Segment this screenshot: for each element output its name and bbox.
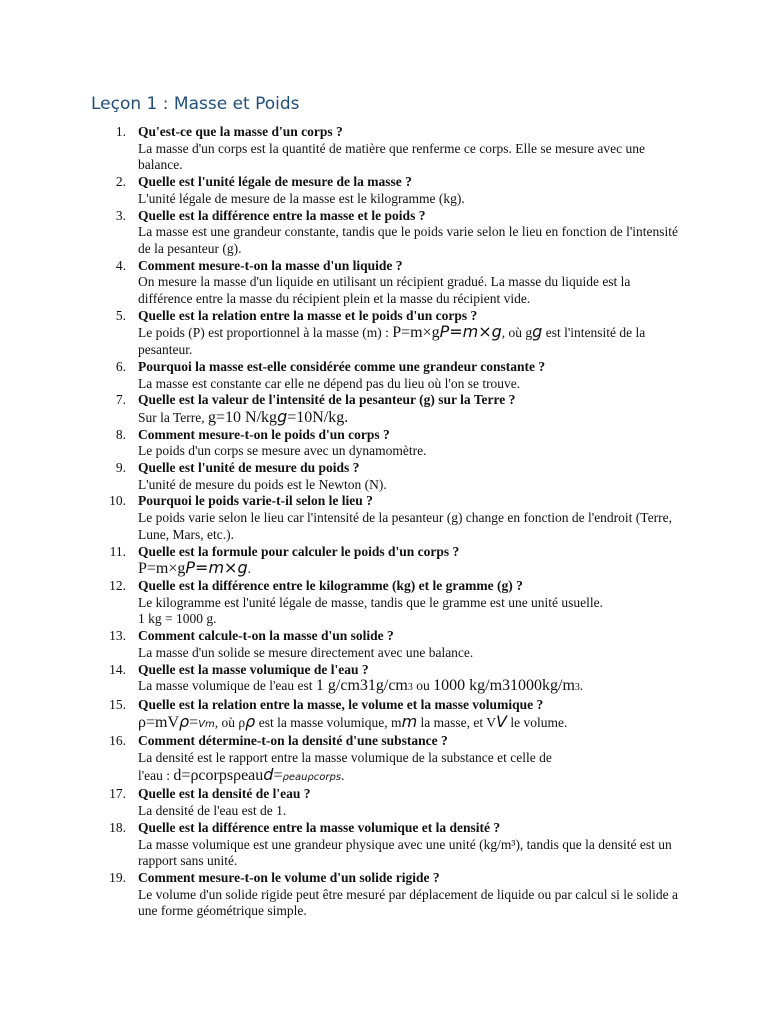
item-number: 2. bbox=[115, 174, 126, 190]
answer-text: La densité de l'eau est de 1. bbox=[138, 803, 287, 819]
answer-text: On mesure la masse d'un liquide en utilisant un récipient gradué. La masse du liquide est la différence entre la masse du récipient plein et la masse du récipient vide. bbox=[138, 274, 631, 307]
item-number: 4. bbox=[115, 257, 126, 273]
answer-text bbox=[138, 678, 684, 697]
question-text: Quelle est la relation entre la masse et le poids d'un corps ? bbox=[138, 307, 478, 323]
list-item bbox=[0, 460, 768, 493]
formula-text: g=10 N/kg bbox=[208, 408, 278, 426]
answer-text: 1 kg = 1000 g. bbox=[138, 611, 217, 627]
question-text: Quelle est la relation entre la masse, le volume et la masse volumique ? bbox=[138, 696, 544, 712]
answer-text: L'unité de mesure du poids est le Newton (N). bbox=[138, 476, 387, 492]
answer-suffix: le volume. bbox=[506, 714, 568, 730]
answer-text: La masse d'un solide se mesure directement avec une balance. bbox=[138, 644, 474, 660]
formula-italic: g bbox=[277, 406, 288, 426]
list-item bbox=[0, 258, 768, 308]
formula-text: =10N/kg. bbox=[287, 408, 349, 426]
formula-italic: d bbox=[263, 764, 274, 784]
question-list bbox=[0, 124, 768, 920]
item-number: 11. bbox=[109, 543, 126, 559]
item-number: 19. bbox=[109, 869, 126, 885]
answer-suffix: . bbox=[579, 678, 584, 694]
formula-italic: m bbox=[401, 711, 418, 731]
answer-prefix: La masse volumique de l'eau est bbox=[138, 678, 316, 694]
item-number: 17. bbox=[109, 786, 126, 802]
list-item bbox=[0, 493, 768, 543]
answer-middle: la masse, et V bbox=[417, 714, 497, 730]
answer-prefix: Le poids (P) est proportionnel à la masse (m) : bbox=[138, 325, 393, 341]
item-number: 16. bbox=[109, 733, 126, 749]
list-item bbox=[0, 820, 768, 870]
answer-middle: , où ρ bbox=[214, 714, 246, 730]
list-item bbox=[0, 427, 768, 460]
list-item bbox=[0, 697, 768, 733]
formula-superscript: 3 bbox=[407, 682, 413, 694]
answer-suffix: . bbox=[341, 767, 345, 783]
list-item bbox=[0, 392, 768, 426]
formula-text: = bbox=[273, 766, 283, 784]
question-text: Quelle est la différence entre la masse et le poids ? bbox=[138, 207, 426, 223]
item-number: 14. bbox=[109, 661, 126, 677]
list-item bbox=[0, 208, 768, 258]
item-number: 15. bbox=[109, 696, 126, 712]
answer-prefix: Sur la Terre, bbox=[138, 409, 209, 425]
question-text: Quelle est la différence entre la masse volumique et la densité ? bbox=[138, 819, 501, 835]
page-title: Leçon 1 : Masse et Poids bbox=[91, 94, 300, 114]
question-text: Quelle est la valeur de l'intensité de la pesanteur (g) sur la Terre ? bbox=[138, 392, 516, 408]
list-item bbox=[0, 628, 768, 661]
answer-text: Le poids varie selon le lieu car l'intensité de la pesanteur (g) change en fonction de l'endroit (Terre, Lune, Mars, etc.). bbox=[138, 510, 672, 542]
question-text: Quelle est la densité de l'eau ? bbox=[138, 786, 311, 802]
item-number: 13. bbox=[109, 628, 126, 644]
answer-text: Le kilogramme est l'unité légale de masse, tandis que le gramme est une unité usuelle. bbox=[138, 594, 604, 610]
question-text: Comment mesure-t-on le volume d'un solide rigide ? bbox=[138, 869, 440, 885]
item-number: 6. bbox=[115, 358, 126, 374]
formula-italic: P=m×g bbox=[185, 558, 248, 578]
question-text: Quelle est l'unité légale de mesure de la masse ? bbox=[138, 174, 412, 190]
formula-text: ρ=mV bbox=[138, 713, 180, 731]
question-text: Pourquoi le poids varie-t-il selon le lieu ? bbox=[138, 493, 373, 509]
formula-fraction: Vm bbox=[198, 718, 215, 730]
list-item bbox=[0, 578, 768, 628]
list-item bbox=[0, 359, 768, 392]
answer-text: Le volume d'un solide rigide peut être mesuré par déplacement de liquide ou par calcul si le solide a une forme géométrique simple. bbox=[138, 886, 678, 919]
question-text: Quelle est la formule pour calculer le poids d'un corps ? bbox=[138, 543, 460, 559]
answer-text bbox=[138, 406, 684, 427]
list-item bbox=[0, 174, 768, 207]
question-text: Quelle est la masse volumique de l'eau ? bbox=[138, 661, 369, 677]
list-item bbox=[0, 733, 768, 786]
formula-text: = bbox=[189, 713, 199, 731]
answer-suffix: . bbox=[247, 561, 251, 577]
formula-italic: ρ bbox=[179, 711, 190, 731]
question-text: Comment détermine-t-on la densité d'une substance ? bbox=[138, 733, 448, 749]
answer-text: La masse volumique est une grandeur physique avec une unité (kg/m³), tandis que la densité est un rapport sans unité. bbox=[138, 836, 672, 869]
list-item bbox=[0, 308, 768, 359]
item-number: 1. bbox=[115, 124, 126, 139]
formula-superscript: 3 bbox=[574, 682, 580, 694]
formula-fraction: ρeauρcorps bbox=[282, 771, 342, 783]
item-number: 12. bbox=[109, 577, 126, 593]
answer-text: La masse d'un corps est la quantité de matière que renferme ce corps. Elle se mesure avec une balance. bbox=[138, 140, 645, 173]
formula-italic: ρ bbox=[245, 711, 256, 731]
item-number: 9. bbox=[115, 460, 126, 476]
list-item bbox=[0, 544, 768, 578]
list-item bbox=[0, 124, 768, 174]
answer-text bbox=[138, 764, 684, 787]
formula-italic: g bbox=[532, 322, 543, 342]
question-text: Quelle est l'unité de mesure du poids ? bbox=[138, 460, 360, 476]
formula-text: P=m×g bbox=[392, 324, 440, 342]
answer-middle: est la masse volumique, m bbox=[255, 714, 402, 730]
answer-middle: , où g bbox=[501, 325, 533, 341]
answer-text: L'unité légale de mesure de la masse est le kilogramme (kg). bbox=[138, 190, 465, 206]
question-text: Comment mesure-t-on le poids d'un corps ? bbox=[138, 426, 390, 442]
formula-italic: P=m×g bbox=[439, 322, 502, 342]
formula-text: d=ρcorpsρeau bbox=[173, 766, 264, 784]
formula-text: 1 g/cm31g/cm bbox=[315, 677, 408, 695]
formula-text: P=m×g bbox=[138, 560, 186, 578]
formula-text: 1000 kg/m31000kg/m bbox=[433, 677, 575, 695]
question-text: Quelle est la différence entre le kilogramme (kg) et le gramme (g) ? bbox=[138, 577, 523, 593]
item-number: 5. bbox=[115, 307, 126, 323]
answer-middle: ou bbox=[412, 678, 434, 694]
answer-suffix: est l'intensité de la pesanteur. bbox=[138, 325, 646, 358]
question-text: Qu'est-ce que la masse d'un corps ? bbox=[138, 124, 343, 139]
item-number: 8. bbox=[115, 426, 126, 442]
answer-text: La masse est constante car elle ne dépend pas du lieu où l'on se trouve. bbox=[138, 375, 521, 391]
formula-italic: V bbox=[496, 711, 507, 731]
question-text: Comment mesure-t-on la masse d'un liquide ? bbox=[138, 257, 403, 273]
answer-text bbox=[138, 560, 684, 578]
list-item bbox=[0, 870, 768, 920]
list-item bbox=[0, 786, 768, 819]
answer-text bbox=[138, 324, 684, 358]
answer-text: La masse est une grandeur constante, tandis que le poids varie selon le lieu en fonction de l'intensité de la pesanteur (g). bbox=[138, 224, 679, 256]
item-number: 7. bbox=[115, 392, 126, 408]
answer-text: Le poids d'un corps se mesure avec un dynamomètre. bbox=[138, 443, 427, 459]
item-number: 18. bbox=[109, 819, 126, 835]
answer-text: La densité est le rapport entre la masse volumique de la substance et celle de bbox=[138, 750, 552, 766]
item-number: 10. bbox=[109, 493, 126, 509]
answer-prefix: l'eau : bbox=[138, 767, 174, 783]
item-number: 3. bbox=[115, 207, 126, 223]
list-item bbox=[0, 662, 768, 697]
question-text: Pourquoi la masse est-elle considérée comme une grandeur constante ? bbox=[138, 358, 546, 374]
answer-text bbox=[138, 711, 684, 734]
question-text: Comment calcule-t-on la masse d'un solide ? bbox=[138, 628, 394, 644]
